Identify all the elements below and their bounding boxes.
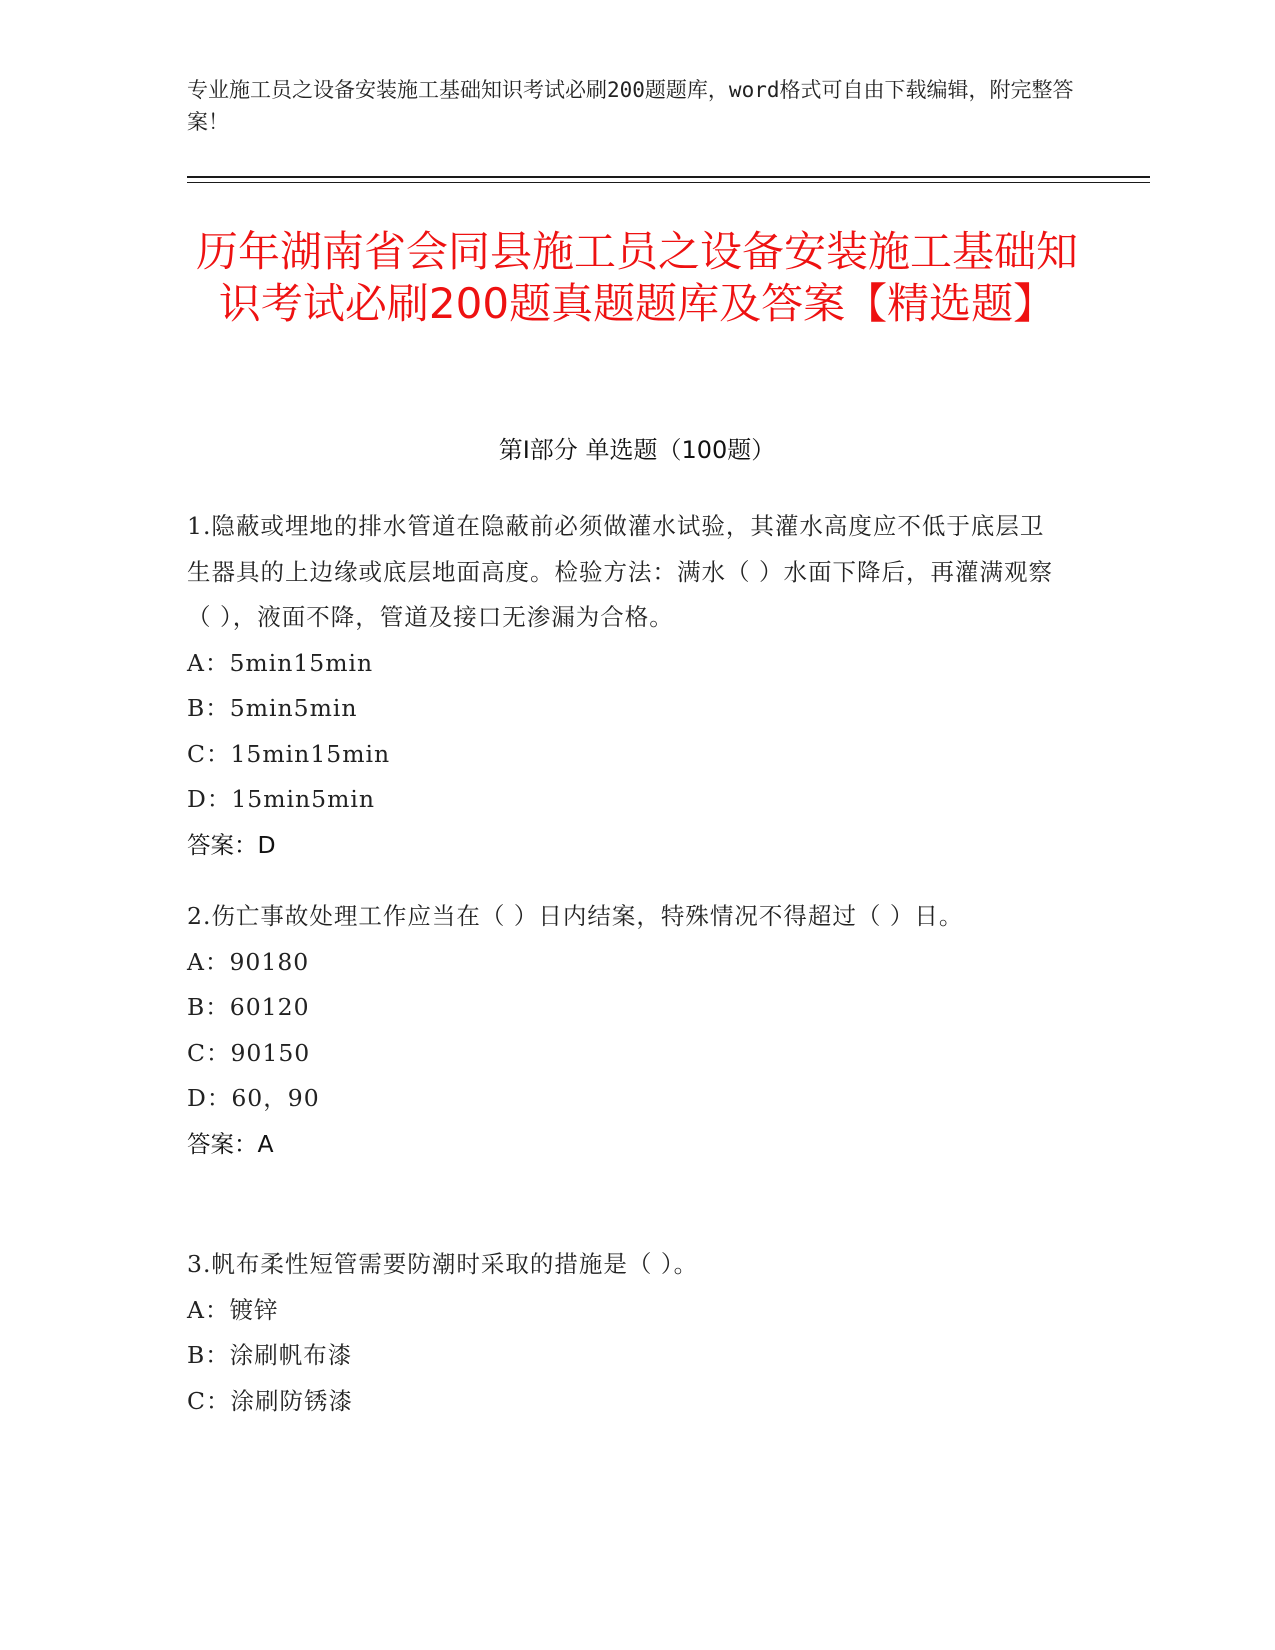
option-a: A：90180 [187,947,310,976]
question-3 [187,1242,1067,1424]
question-1 [187,504,1067,868]
option-d: D：15min5min [187,785,376,813]
header-rule-thin [187,182,1150,183]
header-rule-thick [187,176,1150,178]
question-2 [187,894,1067,1167]
option-a: A：5min15min [187,648,374,677]
option-a: A：镀锌 [187,1295,279,1324]
option-b: B：5min5min [187,694,358,722]
option-c: C：15min15min [187,739,391,768]
question-stem: 2.伤亡事故处理工作应当在（ ）日内结案，特殊情况不得超过（ ）日。 [187,902,964,930]
question-stem: 3.帆布柔性短管需要防潮时采取的措施是（ ）。 [187,1250,699,1278]
question-stem: 1.隐蔽或埋地的排水管道在隐蔽前必须做灌水试验，其灌水高度应不低于底层卫生器具的上边缘或底层地面高度。检验方法：满水（ ）水面下降后，再灌满观察（ ），液面不降，管道及接口无渗漏为合格。 [187,512,1053,631]
option-c: C：90150 [187,1038,311,1067]
answer: 答案：A [187,1129,274,1158]
option-c: C：涂刷防锈漆 [187,1386,353,1415]
option-d: D：60，90 [187,1084,320,1112]
header-note: 专业施工员之设备安装施工基础知识考试必刷200题题库，word格式可自由下载编辑，附完整答案！ [187,78,1074,134]
document-title: 历年湖南省会同县施工员之设备安装施工基础知识考试必刷200题真题题库及答案【精选题】 [195,227,1078,328]
answer: 答案：D [187,830,276,859]
section-title: 第I部分 单选题（100题） [498,436,776,464]
option-b: B：60120 [187,993,310,1021]
option-b: B：涂刷帆布漆 [187,1341,353,1369]
